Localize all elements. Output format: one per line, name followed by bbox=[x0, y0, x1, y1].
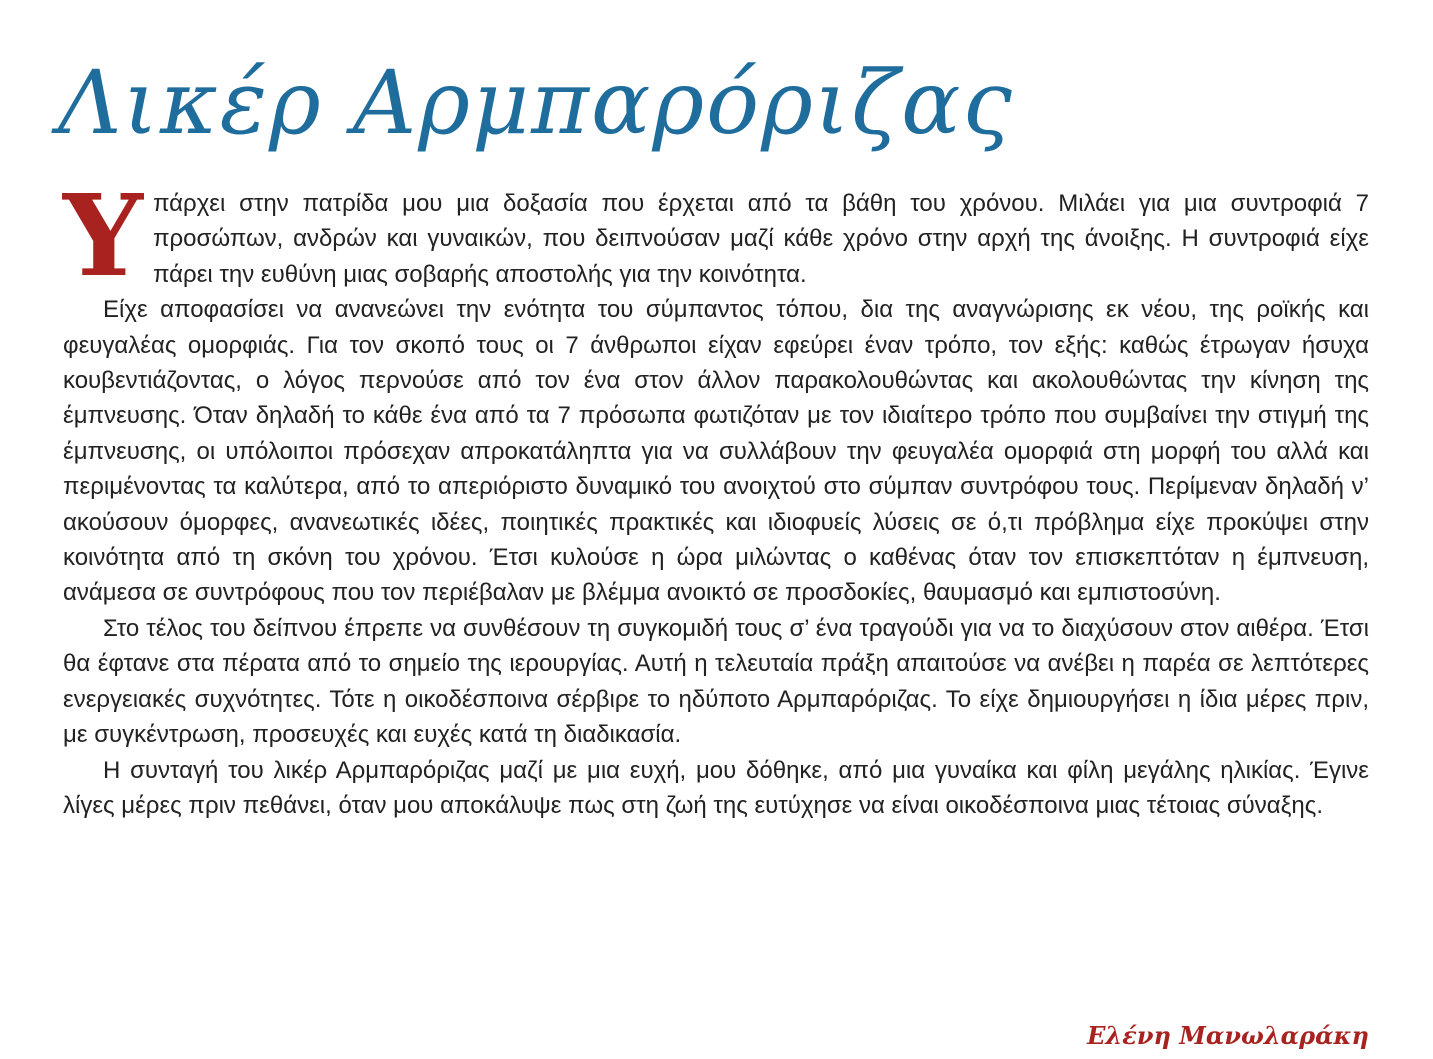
paragraph-2: Είχε αποφασίσει να ανανεώνει την ενότητα του σύμπαντος τόπου, δια της αναγνώρισης εκ νέου, της ροϊκής και φευγαλέας ομορφιάς. Για τον σκοπό τους οι 7 άνθρωποι είχαν εφεύρει έναν τρόπο, τον εξής: καθώς έτρωγαν ήσυχα κουβεντιάζοντας, ο λόγος περνούσε από τον ένα στον άλλον παρακολουθώντας και ακολουθώντας την κίνηση της έμπνευσης. Όταν δηλαδή το κάθε ένα από τα 7 πρόσωπα φωτιζόταν με τον ιδιαίτερο τρόπο που συμβαίνει την στιγμή της έμπνευσης, οι υπόλοιποι πρόσεχαν απροκατάληπτα για να συλλάβουν την φευγαλέα ομορφιά στη μορφή του αλλά και περιμένοντας τα καλύτερα, από το απεριόριστο δυναμικό του ανοιχτού στο σύμπαν συντρόφου τους. Περίμεναν δηλαδή ν’ ακούσουν όμορφες, ανανεωτικές ιδέες, ποιητικές πρακτικές και ιδιοφυείς λύσεις σε ό,τι πρόβλημα είχε προκύψει στην κοινότητα από τη σκόνη του χρόνου. Έτσι κυλούσε η ώρα μιλώντας ο καθένας όταν τον επισκεπτόταν η έμπνευση, ανάμεσα σε συντρόφους που τον περιέβαλαν με βλέμμα ανοικτό σε προσδοκίες, θαυμασμό και εμπιστοσύνη. bbox=[63, 296, 1369, 607]
author-signature: Ελένη Μανωλαράκη bbox=[1087, 1021, 1369, 1050]
drop-cap: Υ bbox=[63, 171, 143, 302]
paragraph-1 bbox=[63, 171, 1369, 302]
paragraph-3: Στο τέλος του δείπνου έπρεπε να συνθέσουν τη συγκομιδή τους σ’ ένα τραγούδι για να το διαχύσουν στον αιθέρα. Έτσι θα έφτανε στα πέρατα από το σημείο της ιερουργίας. Αυτή η τελευταία πράξη απαιτούσε να ανέβει η παρέα σε λεπτότερες ενεργειακές συχνότητες. Τότε η οικοδέσποινα σέρβιρε το ηδύποτο Αρμπαρόριζας. Το είχε δημιουργήσει η ίδια μέρες πριν, με συγκέντρωση, προσευχές και ευχές κατά τη διαδικασία. bbox=[63, 614, 1369, 749]
article-title: Λικέρ Αρμπαρόριζας bbox=[58, 51, 1014, 154]
article-body bbox=[63, 171, 1369, 823]
paragraph-1-text: πάρχει στην πατρίδα μου μια δοξασία που έρχεται από τα βάθη του χρόνου. Μιλάει για μια συντροφιά 7 προσώπων, ανδρών και γυναικών, που δειπνούσαν μαζί κάθε χρόνο στην αρχή της άνοιξης. Η συντροφιά είχε πάρει την ευθύνη μιας σοβαρής αποστολής για την κοινότητα. bbox=[152, 190, 1369, 288]
paragraph-4: Η συνταγή του λικέρ Αρμπαρόριζας μαζί με μια ευχή, μου δόθηκε, από μια γυναίκα και φίλη μεγάλης ηλικίας. Έγινε λίγες μέρες πριν πεθάνει, όταν μου αποκάλυψε πως στη ζωή της ευτύχησε να είναι οικοδέσποινα μιας τέτοιας σύναξης. bbox=[63, 756, 1369, 819]
